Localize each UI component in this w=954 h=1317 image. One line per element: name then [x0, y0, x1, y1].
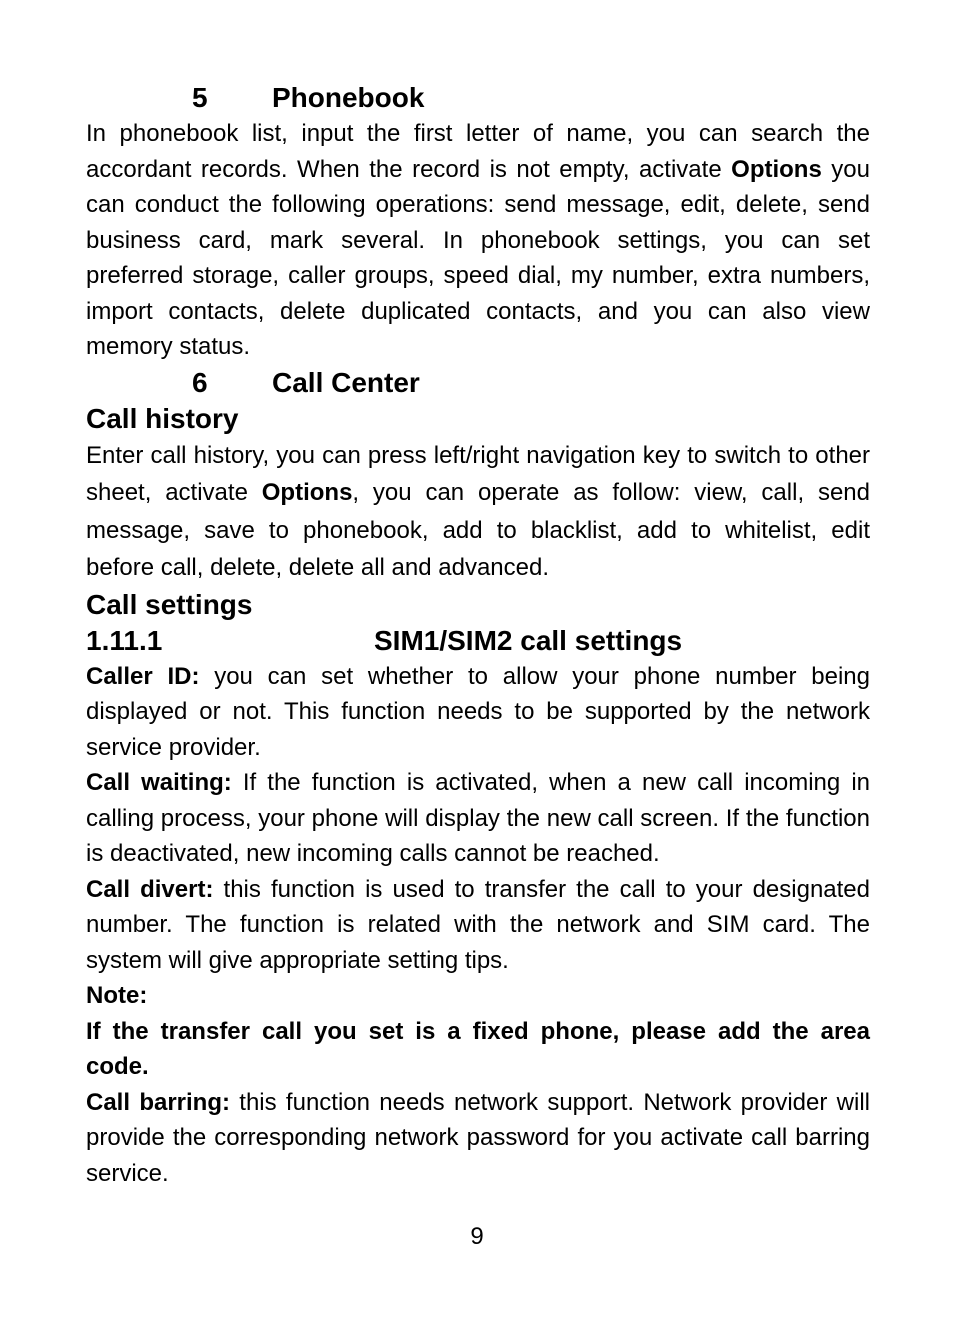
term-label: Caller ID: — [86, 662, 200, 690]
term-label: Call waiting: — [86, 769, 232, 796]
subsection-number: 1.11.1 — [86, 624, 163, 656]
document-page — [86, 80, 870, 1191]
section-title: Call Center — [272, 366, 420, 398]
paragraph-text: this function is used to transfer the call to your designated number. The function is related with the network and SIM card. The system will give appropriate setting tips. — [86, 875, 870, 974]
sim-call-settings-heading — [86, 623, 870, 659]
caller-id-paragraph — [86, 659, 870, 766]
subsection-title: SIM1/SIM2 call settings — [374, 624, 683, 656]
paragraph-text: you can conduct the following operations: send message, edit, delete, send business card, mark several. In phonebook settings, you can set preferred storage, caller groups, speed dial, my number, extra numbers, import contacts, delete duplicated contacts, and you can also view memory status. — [86, 155, 870, 360]
section-number: 6 — [192, 366, 208, 398]
options-keyword: Options — [261, 479, 353, 506]
note-label: Note: — [86, 982, 148, 1009]
paragraph-text: , you can operate as follow: view, call, send message, save to phonebook, add to blacklist, add to whitelist, edit before call, delete, delete all and advanced. — [86, 479, 870, 581]
paragraph-text: you can set whether to allow your phone number being displayed or not. This function needs to be supported by the network service provider. — [86, 662, 870, 761]
paragraph-text: this function needs network support. Network provider will provide the corresponding network password for you activate call barring service. — [86, 1088, 870, 1187]
call-history-paragraph — [86, 437, 870, 587]
options-keyword: Options — [731, 155, 822, 183]
term-label: Call divert: — [86, 875, 214, 903]
page-number: 9 — [470, 1223, 484, 1250]
phonebook-paragraph — [86, 116, 870, 365]
call-settings-heading: Call settings — [86, 588, 253, 620]
call-barring-paragraph — [86, 1085, 870, 1192]
paragraph-text: If the function is activated, when a new call incoming in calling process, your phone will display the new call screen. If the function is deactivated, new incoming calls cannot be reached. — [86, 769, 871, 867]
section-title: Phonebook — [272, 82, 425, 113]
term-label: Call barring: — [86, 1088, 230, 1116]
paragraph-text: In phonebook list, input the first letter of name, you can search the accordant records. When the record is not empty, activate — [86, 120, 870, 183]
section-6-heading — [86, 365, 870, 401]
call-divert-paragraph — [86, 872, 870, 979]
call-history-heading: Call history — [86, 402, 239, 434]
paragraph-text: Enter call history, you can press left/right navigation key to switch to other sheet, activate — [86, 441, 870, 506]
note-text: If the transfer call you set is a fixed phone, please add the area code. — [86, 1017, 870, 1080]
call-waiting-paragraph — [86, 765, 870, 872]
section-number: 5 — [192, 82, 208, 113]
section-5-heading — [86, 80, 870, 116]
